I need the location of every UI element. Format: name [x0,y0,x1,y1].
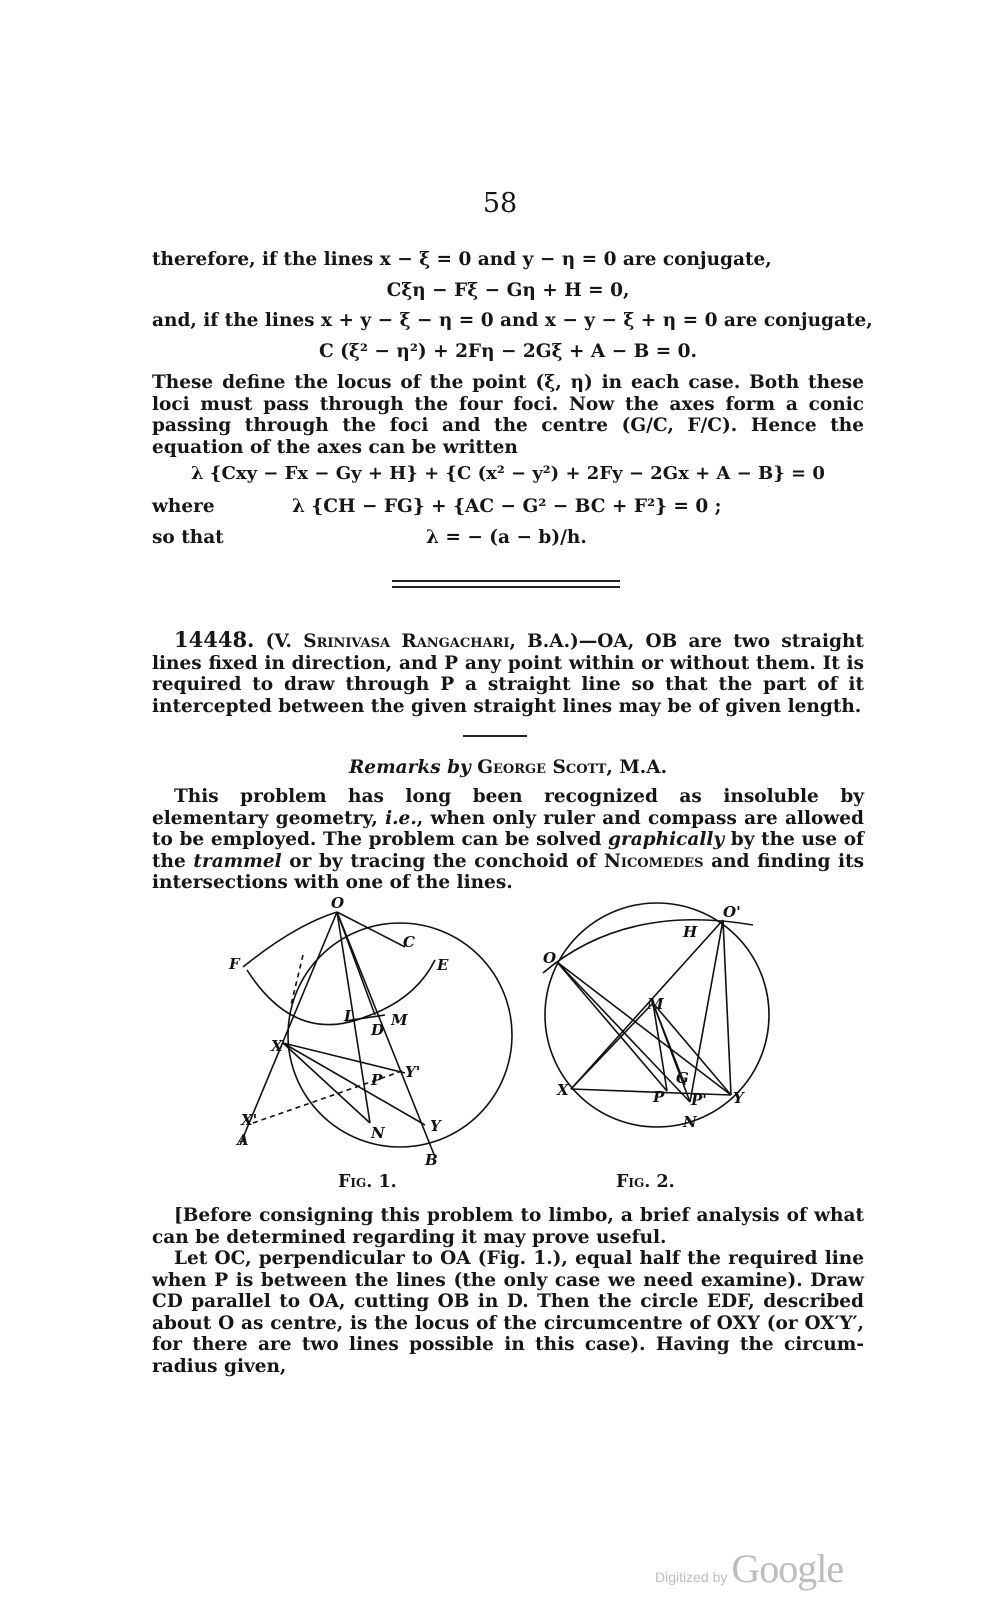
fig1-label-c: C [403,933,415,951]
fig1-label-d: D [371,1021,385,1039]
fig1-line-ob [337,912,435,1157]
fig1-label-m: M [391,1011,408,1029]
fig2-line-on [557,962,690,1102]
remarks-trammel: trammel [193,850,282,872]
fig1-label-l: L [344,1007,355,1025]
equation-1: Cξη − Fξ − Gη + H = 0, [386,280,630,301]
fig1-label-x: X [271,1037,283,1055]
remarks-prefix: Remarks by [348,757,471,778]
fig2-label-x: X [557,1081,569,1099]
remarks-text-a: This problem has long been recognized as insoluble by elementary geometry, [152,786,864,829]
remarks-ie: i.e. [385,807,417,829]
fig1-label-f: F [229,955,240,973]
fig2-line-op [557,962,667,1091]
figure-1-diagram [225,895,515,1170]
fig2-line-xm [571,1003,653,1089]
watermark-small: Digitized by [655,1569,728,1585]
analysis-paragraph-1: [Before consigning this problem to limbo, a brief analysis of what can be determined regarding it may prove useful. [152,1205,864,1248]
google-logo: Google [731,1546,844,1591]
equation-2: C (ξ² − η²) + 2Fη − 2Gξ + A − B = 0. [319,341,697,362]
fig1-label-b: B [425,1151,438,1169]
google-watermark [655,1545,843,1592]
fig1-line-xn [283,1043,370,1123]
equation-5: λ = − (a − b)/h. [426,527,587,548]
section-rule-bottom [392,586,620,588]
fig2-label-n: N [683,1113,697,1131]
remarks-nicomedes: Nicomedes [603,850,704,872]
fig1-label-xprime: X' [241,1111,258,1129]
remarks-text-e: and finding its intersections with one of the lines. [152,850,864,893]
fig2-label-o-prime: O' [723,903,741,921]
analysis-paragraph-2: Let OC, perpendicular to OA (Fig. 1.), equal half the required line when P is between the lines (the only case we need examine). Draw CD parallel to OA, cutting OB in D. Then the circle EDF, described about O as centre, is the locus of the circumcentre of OXY (or OX′Y′, for there are two lines possible in this case). Having the circum-radius given, [152,1248,864,1377]
problem-author: (V. Srinivasa Rangachari, B.A.) [265,631,579,652]
problem-paragraph [152,629,864,717]
where-label: where [152,496,215,517]
fig1-label-y: Y [430,1117,441,1135]
fig2-label-o: O [543,949,557,967]
fig1-label-o: O [331,895,345,912]
fig2-line-o2y [723,920,731,1095]
section-rule-top [392,580,620,582]
so-that-label: so that [152,527,224,548]
remarks-text-b: , when only ruler and compass are allowed to be employed. The problem can be solved [152,807,864,850]
fig1-label-p: P [371,1071,383,1089]
fig1-line-xy [283,1043,425,1125]
remarks-degree: M.A. [619,757,668,778]
fig1-label-yprime: Y' [405,1063,421,1081]
fig2-label-g: G [676,1069,689,1087]
remarks-paragraph [152,786,864,894]
fig1-label-e: E [437,956,449,974]
fig2-line-xy [571,1089,731,1095]
figure-2-caption: Fig. 2. [616,1172,675,1192]
remarks-text-d: or by tracing the conchoid of [281,850,604,872]
fig2-label-m: M [647,995,664,1013]
fig1-label-a: A [237,1131,249,1149]
figure-2-diagram [535,895,785,1145]
page-number: 58 [482,188,518,219]
fig1-line-oa-arc [243,912,337,967]
equation-3: λ {Cxy − Fx − Gy + H} + {C (x² − y²) + 2Fy − 2Gx + A − B} = 0 [191,463,825,484]
fig2-label-p-prime: P' [691,1091,707,1109]
fig2-label-p: P [653,1088,665,1106]
fig1-label-n: N [371,1124,385,1142]
fig2-line-o2n [690,920,723,1102]
remarks-text-c: by the use of the [152,829,864,872]
fig1-line-xp [283,1043,405,1073]
fig2-label-y: Y [733,1089,744,1107]
short-rule [463,735,527,737]
problem-text: —OA, OB are two straight lines fixed in direction, and P any point within or without them. It is required to draw through P a straight line so that the part of it intercepted between the given straight lines may be of given length. [152,631,864,717]
remarks-heading [152,757,864,778]
remarks-graphically: graphically [608,829,725,850]
remarks-author: George Scott, [477,757,613,778]
conjugate-line-2: and, if the lines x + y − ξ − η = 0 and x − y − ξ + η = 0 are conjugate, [152,310,873,331]
problem-number: 14448. [174,627,255,652]
locus-paragraph: These define the locus of the point (ξ, η) in each case. Both these loci must pass through the four foci. Now the axes form a conic passing through the foci and the centre (G/C, F/C). Hence the equation of the axes can be written [152,372,864,458]
equation-4: λ {CH − FG} + {AC − G² − BC + F²} = 0 ; [292,496,722,517]
fig2-label-h: H [683,923,698,941]
fig1-circle [288,923,512,1147]
figure-1-caption: Fig. 1. [338,1172,397,1192]
conjugate-line-1: therefore, if the lines x − ξ = 0 and y − η = 0 are conjugate, [152,249,772,270]
